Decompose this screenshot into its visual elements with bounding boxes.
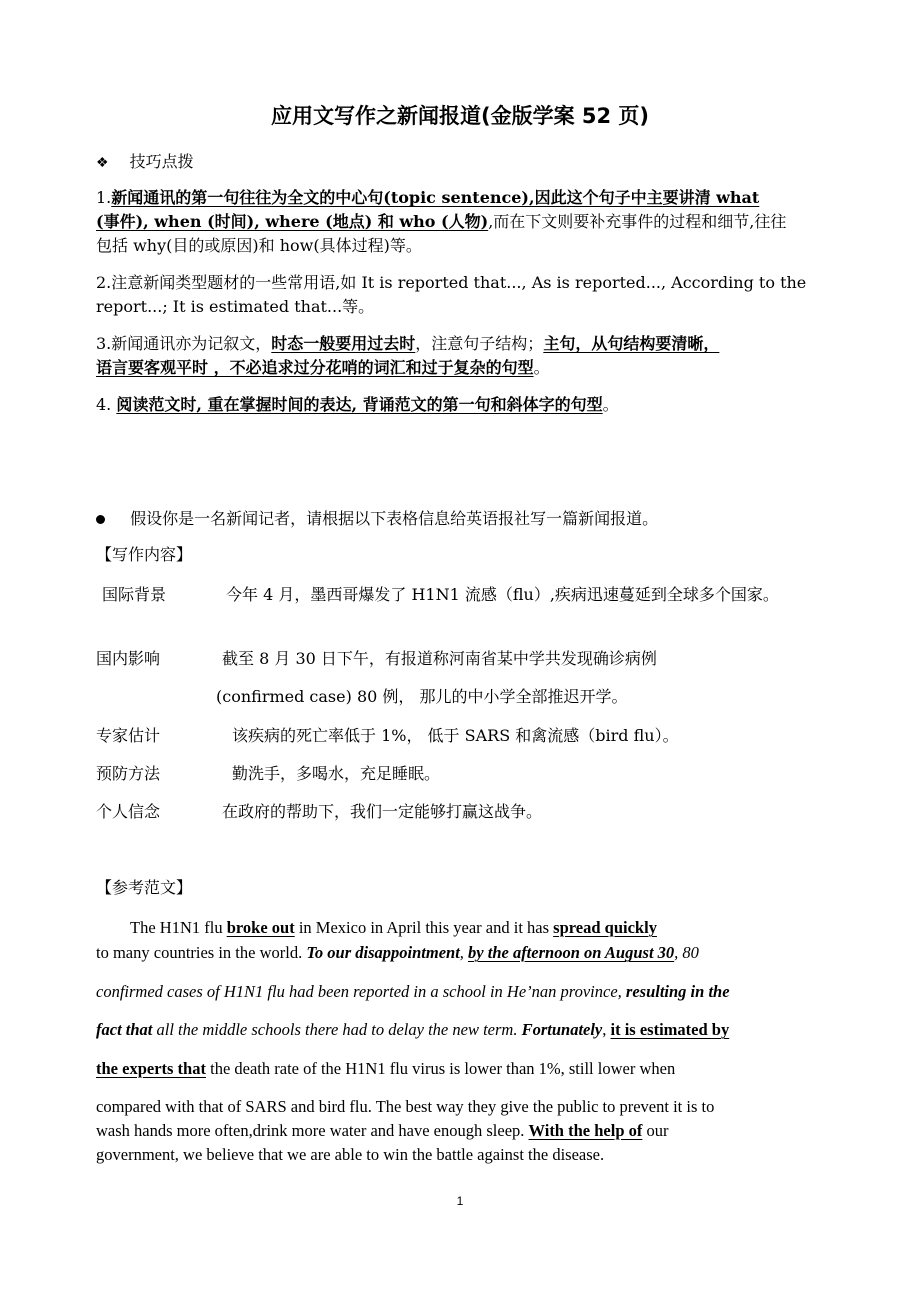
- row-text-2: 截至 8 月 30 日下午，有报道称河南省某中学共发现确诊病例: [222, 649, 657, 668]
- row-text-3: 该疾病的死亡率低于 1%， 低于 SARS 和禽流感（bird flu）。: [232, 726, 679, 745]
- phrase-with-help-of: With the help of: [528, 1121, 643, 1140]
- phrase-spread-quickly: spread quickly: [553, 918, 657, 937]
- tip3-line1: 3.新闻通讯亦为记叙文，时态一般要用过去时，注意句子结构；主句，从句结构要清晰，: [96, 334, 720, 353]
- row-label-2: 国内影响: [96, 649, 161, 668]
- phrase-resulting-in: resulting in the: [625, 982, 730, 1001]
- tip3-language: 语言要客观平时 ，不必追求过分花哨的词汇和过于复杂的句型: [96, 358, 534, 377]
- tip3-structure: 主句，从句结构要清晰，: [543, 334, 720, 353]
- essay-line-1: The H1N1 flu broke out in Mexico in April this year and it has spread quickly: [130, 918, 657, 937]
- tips-heading: 技巧点拨: [129, 152, 194, 171]
- tip1-underline-b: (事件), when (时间), where (地点) 和 who (人物): [96, 212, 489, 231]
- row-label-3: 专家估计: [96, 726, 161, 745]
- essay-line-7: wash hands more often,drink more water and have enough sleep. With the help of our: [96, 1121, 669, 1140]
- task-row: [96, 507, 658, 531]
- phrase-broke-out: broke out: [226, 918, 295, 937]
- circle-bullet-icon: [96, 515, 105, 524]
- row-label-5: 个人信念: [96, 802, 161, 821]
- row-label-4: 预防方法: [96, 764, 161, 783]
- tip1-line1: 1.新闻通讯的第一句往往为全文的中心句(topic sentence),因此这个句子中主要讲清 what: [96, 188, 760, 207]
- tip2-line2: report...; It is estimated that...等。: [96, 297, 375, 316]
- row-text-2b: (confirmed case) 80 例， 那儿的中小学全部推迟开学。: [216, 687, 628, 706]
- row-text-5: 在政府的帮助下，我们一定能够打赢这战争。: [222, 802, 543, 821]
- row-label-1: 国际背景: [102, 585, 167, 604]
- tip4-underline: 阅读范文时, 重在掌握时间的表达, 背诵范文的第一句和斜体字的句型: [116, 395, 603, 414]
- task-text: 假设你是一名新闻记者，请根据以下表格信息给英语报社写一篇新闻报道。: [130, 509, 659, 528]
- diamond-bullet-icon: ❖: [96, 155, 109, 171]
- essay-line-6: compared with that of SARS and bird flu. The best way they give the public to prevent it is to: [96, 1097, 715, 1116]
- essay-line-4: fact that all the middle schools there had to delay the new term. Fortunately, it is estimated by: [96, 1020, 730, 1039]
- tip1-underline-a: 新闻通讯的第一句往往为全文的中心句(topic sentence),因此这个句子中主要讲清 what: [111, 188, 760, 207]
- content-heading: 【写作内容】: [96, 545, 193, 564]
- document-title: 应用文写作之新闻报道(金版学案 52 页): [270, 104, 650, 128]
- reference-heading: 【参考范文】: [96, 878, 193, 897]
- row-text-1: 今年 4 月，墨西哥爆发了 H1N1 流感（flu）,疾病迅速蔓延到全球多个国家。: [226, 585, 779, 604]
- tips-heading-row: [96, 150, 194, 175]
- tip3-tense: 时态一般要用过去时: [271, 334, 416, 353]
- phrase-experts-that: the experts that: [96, 1059, 206, 1078]
- phrase-disappointment: To our disappointment: [306, 943, 460, 962]
- phrase-fortunately: Fortunately: [521, 1020, 603, 1039]
- tip1-line3: 包括 why(目的或原因)和 how(具体过程)等。: [96, 236, 422, 255]
- essay-line-2: to many countries in the world. To our disappointment, by the afternoon on August 30, 80: [96, 943, 699, 962]
- phrase-by-afternoon: by the afternoon on August 30: [468, 943, 675, 962]
- essay-line-3: confirmed cases of H1N1 flu had been reported in a school in He’nan province, resulting in the: [96, 982, 730, 1001]
- row-text-4: 勤洗手，多喝水，充足睡眠。: [232, 764, 441, 783]
- tip1-line2: (事件), when (时间), where (地点) 和 who (人物),而在下文则要补充事件的过程和细节,往往: [96, 212, 787, 231]
- tip4-line: 4. 阅读范文时, 重在掌握时间的表达, 背诵范文的第一句和斜体字的句型。: [96, 395, 619, 414]
- tip2-line1: 2.注意新闻类型题材的一些常用语,如 It is reported that..., As is reported..., According to the: [96, 273, 807, 292]
- phrase-estimated-by: it is estimated by: [610, 1020, 730, 1039]
- page-number: 1: [456, 1194, 464, 1208]
- phrase-fact-that: fact that: [96, 1020, 153, 1039]
- essay-line-8: government, we believe that we are able to win the battle against the disease.: [96, 1145, 605, 1164]
- essay-line-5: the experts that the death rate of the H1N1 flu virus is lower than 1%, still lower when: [96, 1059, 676, 1078]
- tip3-line2: 语言要客观平时 ，不必追求过分花哨的词汇和过于复杂的句型。: [96, 358, 550, 377]
